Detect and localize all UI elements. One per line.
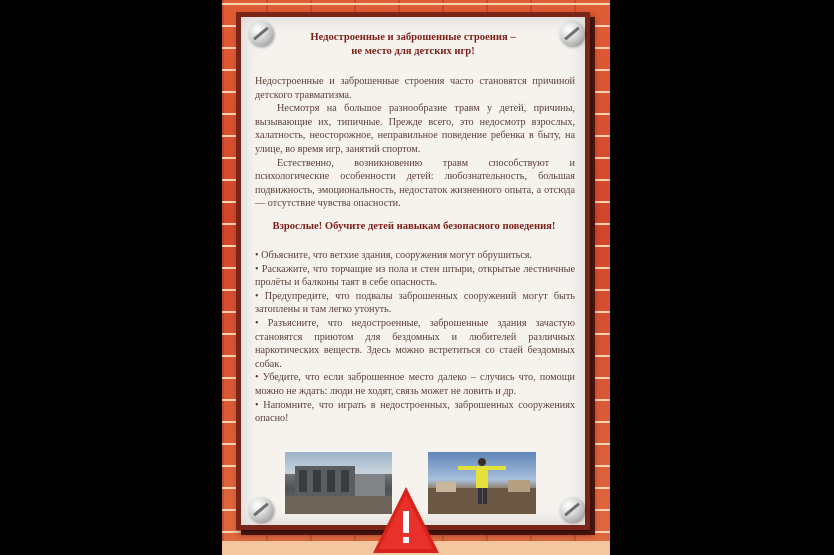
advice-item: • Разъясните, что недостроенные, заброшенные здания зачастую становятся приютом для бездомных и любителей различных наркотических веществ. Здесь можно встретиться со стаей бездомных собак.: [255, 317, 575, 370]
causes-paragraph: Несмотря на большое разнообразие травм у детей, причины, вызывающие их, типичные. Прежде всего, это недосмотр взрослых, халатность, неосторожное, неправильное поведение ребенка в быту, на улице, во время игр, занятий спортом.: [255, 103, 575, 155]
screw-icon: [249, 498, 273, 522]
advice-item: • Напомните, что играть в недостроенных, заброшенных сооружениях опасно!: [255, 399, 575, 425]
psychology-paragraph: Естественно, возникновению травм способствуют и психологические особенности детей: любознательность, большая подвижность, эмоциональность, недостаток жизненного опыта, а отсюда — отсутствие чувства опасности.: [255, 157, 575, 210]
poster-sheet: [241, 17, 585, 525]
poster-body-text: [255, 75, 575, 211]
screw-icon: [249, 22, 273, 46]
advice-list: [255, 249, 575, 426]
advice-item: • Предупредите, что подвалы заброшенных сооружений могут быть затоплены и там легко утонуть.: [255, 290, 575, 316]
advice-item: • Объясните, что ветхие здания, сооружения могут обрушиться.: [255, 250, 532, 261]
title-line-1: Недостроенные и заброшенные строения –: [310, 32, 516, 43]
screw-icon: [560, 22, 584, 46]
screw-icon: [560, 498, 584, 522]
poster-title: [271, 31, 555, 59]
person-on-rooftop-photo: [428, 452, 536, 514]
poster: [222, 0, 610, 555]
intro-paragraph: Недостроенные и заброшенные строения часто становятся причиной детского травматизма.: [255, 76, 575, 101]
warning-triangle-icon: [371, 485, 441, 555]
call-to-action-heading: Взрослые! Обучите детей навыкам безопасного поведения!: [272, 221, 556, 232]
poster-sheet-frame: [236, 12, 590, 530]
advice-item: • Убедите, что если заброшенное место далеко – случись что, помощи можно не ждать: люди не ходят, связь может не ловить и др.: [255, 372, 575, 397]
advice-item: • Раскажите, что торчащие из пола и стен штыри, открытые лестничные пролёты и балконы таят в себе опасность.: [255, 263, 575, 289]
title-line-2: не место для детских игр!: [351, 46, 475, 57]
